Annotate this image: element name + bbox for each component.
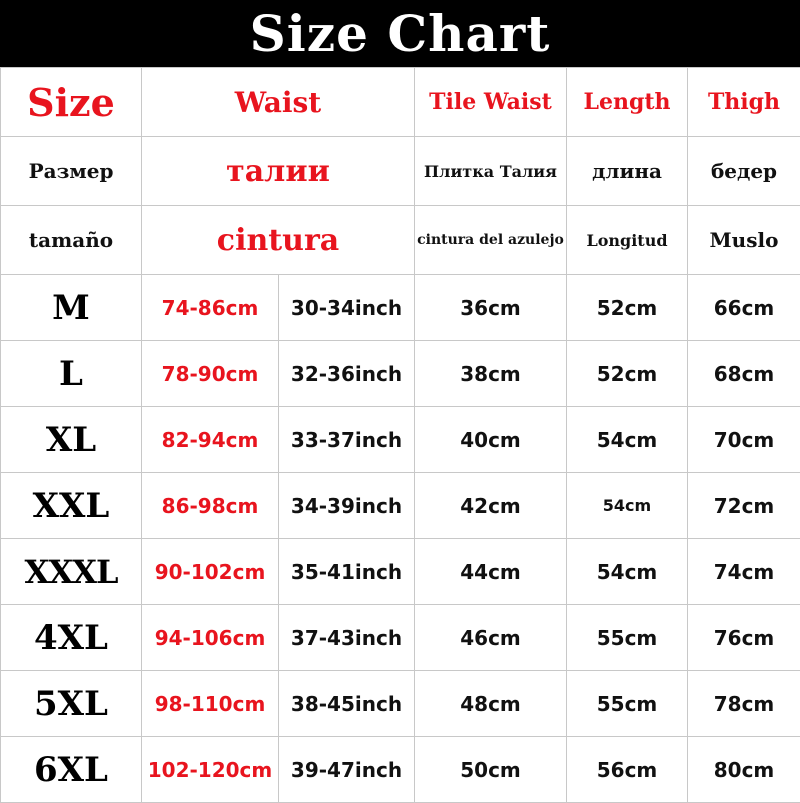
waist-cm-cell: 98-110cm [142, 671, 279, 737]
table-row [1, 473, 800, 539]
thigh-cell: 72cm [688, 473, 800, 539]
thigh-cell: 66cm [688, 275, 800, 341]
size-cell: XXXL [1, 539, 142, 605]
thigh-cell: 80cm [688, 737, 800, 803]
waist-cm-cell: 90-102cm [142, 539, 279, 605]
page-title: Size Chart [0, 0, 800, 67]
header-size-ru: Размер [1, 137, 142, 206]
waist-cm-cell: 82-94cm [142, 407, 279, 473]
size-chart-table [0, 67, 800, 803]
tile-waist-cell: 42cm [415, 473, 567, 539]
waist-inch-cell: 37-43inch [279, 605, 415, 671]
length-cell: 54cm [567, 473, 688, 539]
tile-waist-cell: 36cm [415, 275, 567, 341]
thigh-cell: 70cm [688, 407, 800, 473]
header-length-es: Longitud [567, 206, 688, 275]
waist-cm-cell: 94-106cm [142, 605, 279, 671]
length-cell: 55cm [567, 605, 688, 671]
header-thigh: Thigh [688, 68, 800, 137]
waist-cm-cell: 86-98cm [142, 473, 279, 539]
waist-cm-cell: 78-90cm [142, 341, 279, 407]
size-cell: XXL [1, 473, 142, 539]
size-cell: M [1, 275, 142, 341]
waist-inch-cell: 30-34inch [279, 275, 415, 341]
waist-cm-cell: 102-120cm [142, 737, 279, 803]
waist-inch-cell: 35-41inch [279, 539, 415, 605]
tile-waist-cell: 40cm [415, 407, 567, 473]
waist-inch-cell: 33-37inch [279, 407, 415, 473]
length-cell: 55cm [567, 671, 688, 737]
thigh-cell: 68cm [688, 341, 800, 407]
header-row-spanish [1, 206, 800, 275]
length-cell: 52cm [567, 341, 688, 407]
header-row-russian [1, 137, 800, 206]
header-row-english [1, 68, 800, 137]
tile-waist-cell: 50cm [415, 737, 567, 803]
length-cell: 52cm [567, 275, 688, 341]
tile-waist-cell: 44cm [415, 539, 567, 605]
thigh-cell: 76cm [688, 605, 800, 671]
table-row [1, 275, 800, 341]
header-size: Size [1, 68, 142, 137]
thigh-cell: 78cm [688, 671, 800, 737]
header-length-ru: длина [567, 137, 688, 206]
tile-waist-cell: 46cm [415, 605, 567, 671]
tile-waist-cell: 38cm [415, 341, 567, 407]
table-row [1, 605, 800, 671]
header-waist-ru: талии [142, 137, 415, 206]
size-cell: 4XL [1, 605, 142, 671]
length-cell: 54cm [567, 539, 688, 605]
table-row [1, 671, 800, 737]
header-tile-waist-ru: Плитка Талия [415, 137, 567, 206]
size-cell: 6XL [1, 737, 142, 803]
length-cell: 54cm [567, 407, 688, 473]
header-thigh-es: Muslo [688, 206, 800, 275]
table-row [1, 539, 800, 605]
tile-waist-cell: 48cm [415, 671, 567, 737]
table-row [1, 737, 800, 803]
waist-inch-cell: 32-36inch [279, 341, 415, 407]
waist-inch-cell: 39-47inch [279, 737, 415, 803]
header-waist: Waist [142, 68, 415, 137]
table-row [1, 407, 800, 473]
size-cell: L [1, 341, 142, 407]
waist-inch-cell: 38-45inch [279, 671, 415, 737]
waist-cm-cell: 74-86cm [142, 275, 279, 341]
header-waist-es: cintura [142, 206, 415, 275]
header-thigh-ru: бедер [688, 137, 800, 206]
size-cell: XL [1, 407, 142, 473]
waist-inch-cell: 34-39inch [279, 473, 415, 539]
header-tile-waist: Tile Waist [415, 68, 567, 137]
header-length: Length [567, 68, 688, 137]
table-row [1, 341, 800, 407]
size-cell: 5XL [1, 671, 142, 737]
thigh-cell: 74cm [688, 539, 800, 605]
header-size-es: tamaño [1, 206, 142, 275]
header-tile-waist-es: cintura del azulejo [415, 206, 567, 275]
length-cell: 56cm [567, 737, 688, 803]
